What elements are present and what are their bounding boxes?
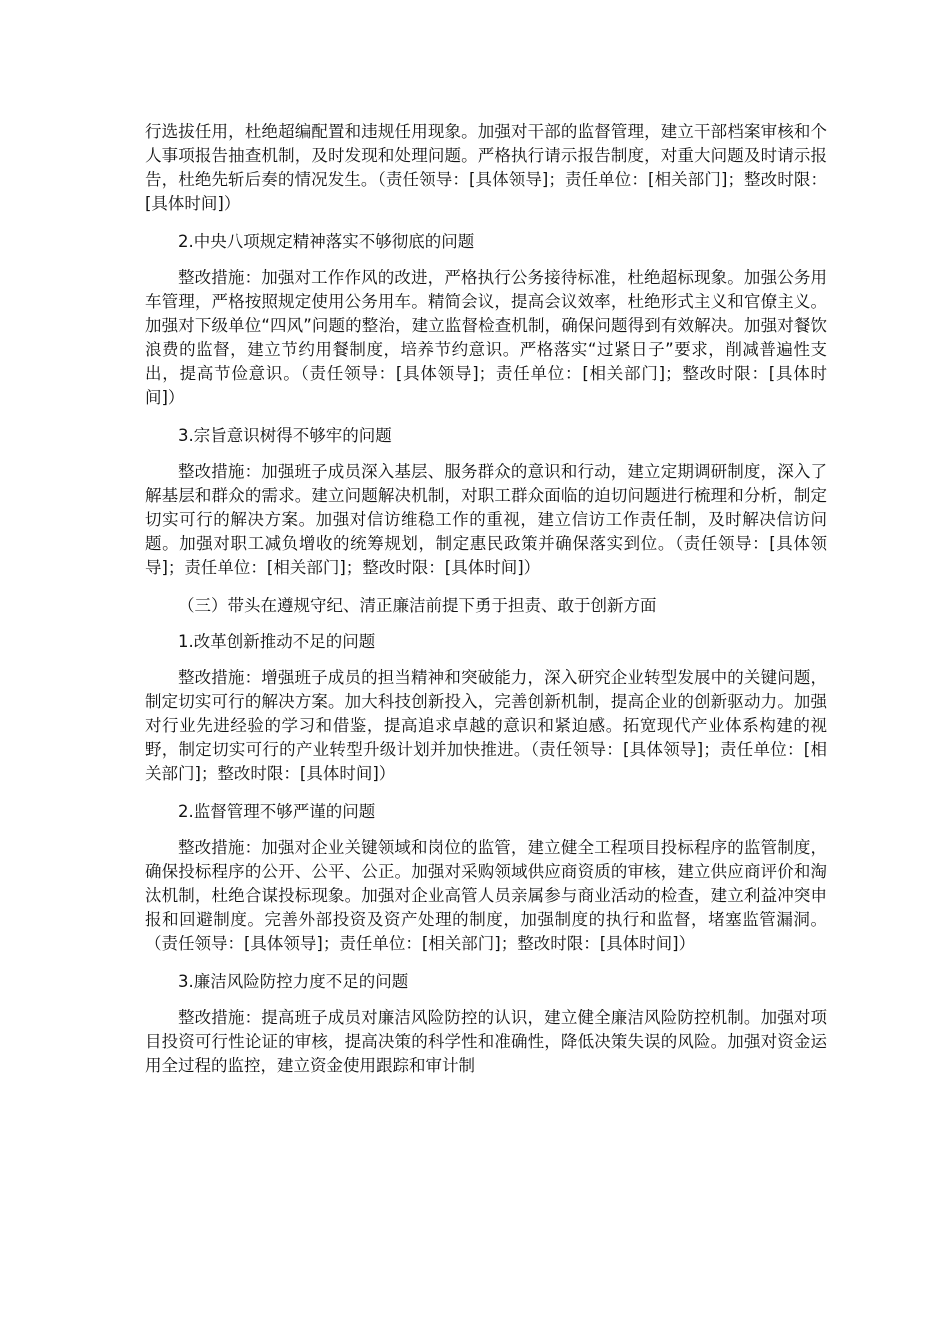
- paragraph-reform-innovation-measures: 整改措施：增强班子成员的担当精神和突破能力，深入研究企业转型发展中的关键问题，制定切实可行的解决方案。加大科技创新投入，完善创新机制，提高企业的创新驱动力。加强对行业先进经验的学习和借鉴，提高追求卓越的意识和紧迫感。拓宽现代产业体系构建的视野，制定切实可行的产业转型升级计划并加快推进。（责任领导：[具体领导]；责任单位：[相关部门]；整改时限：[具体时间]）: [145, 668, 827, 783]
- paragraph-integrity-risk-measures: 整改措施：提高班子成员对廉洁风险防控的认识，建立健全廉洁风险防控机制。加强对项目投资可行性论证的审核，提高决策的科学性和准确性，降低决策失误的风险。加强对资金运用全过程的监控，建立资金使用跟踪和审计制: [145, 1008, 827, 1075]
- heading-eight-rules: 2.中央八项规定精神落实不够彻底的问题: [178, 232, 475, 251]
- heading-integrity-risk: 3.廉洁风险防控力度不足的问题: [178, 972, 409, 991]
- section-heading-three: （三）带头在遵规守纪、清正廉洁前提下勇于担责、敢于创新方面: [178, 596, 657, 615]
- heading-supervision-management: 2.监督管理不够严谨的问题: [178, 802, 376, 821]
- heading-purpose-awareness: 3.宗旨意识树得不够牢的问题: [178, 426, 392, 445]
- paragraph-supervision-management-measures: 整改措施：加强对企业关键领域和岗位的监管，建立健全工程项目投标程序的监管制度，确保投标程序的公开、公平、公正。加强对采购领域供应商资质的审核，建立供应商评价和淘汰机制，杜绝合谋投标现象。加强对企业高管人员亲属参与商业活动的检查，建立利益冲突申报和回避制度。完善外部投资及资产处理的制度，加强制度的执行和监督，堵塞监管漏洞。（责任领导：[具体领导]；责任单位：[相关部门]；整改时限：[具体时间]）: [145, 838, 827, 953]
- heading-reform-innovation: 1.改革创新推动不足的问题: [178, 632, 376, 651]
- document-page: [145, 120, 827, 1078]
- paragraph-purpose-awareness-measures: 整改措施：加强班子成员深入基层、服务群众的意识和行动，建立定期调研制度，深入了解基层和群众的需求。建立问题解决机制，对职工群众面临的迫切问题进行梳理和分析，制定切实可行的解决方案。加强对信访维稳工作的重视，建立信访工作责任制，及时解决信访问题。加强对职工减负增收的统筹规划，制定惠民政策并确保落实到位。（责任领导：[具体领导]；责任单位：[相关部门]；整改时限：[具体时间]）: [145, 462, 827, 577]
- paragraph-cadre-supervision: 行选拔任用，杜绝超编配置和违规任用现象。加强对干部的监督管理，建立干部档案审核和个人事项报告抽查机制，及时发现和处理问题。严格执行请示报告制度，对重大问题及时请示报告，杜绝先斩后奏的情况发生。（责任领导：[具体领导]；责任单位：[相关部门]；整改时限：[具体时间]）: [145, 122, 827, 213]
- paragraph-eight-rules-measures: 整改措施：加强对工作作风的改进，严格执行公务接待标准，杜绝超标现象。加强公务用车管理，严格按照规定使用公务用车。精简会议，提高会议效率，杜绝形式主义和官僚主义。加强对下级单位“四风”问题的整治，建立监督检查机制，确保问题得到有效解决。加强对餐饮浪费的监督，建立节约用餐制度，培养节约意识。严格落实“过紧日子”要求，削减普遍性支出，提高节俭意识。（责任领导：[具体领导]；责任单位：[相关部门]；整改时限：[具体时间]）: [145, 268, 827, 407]
